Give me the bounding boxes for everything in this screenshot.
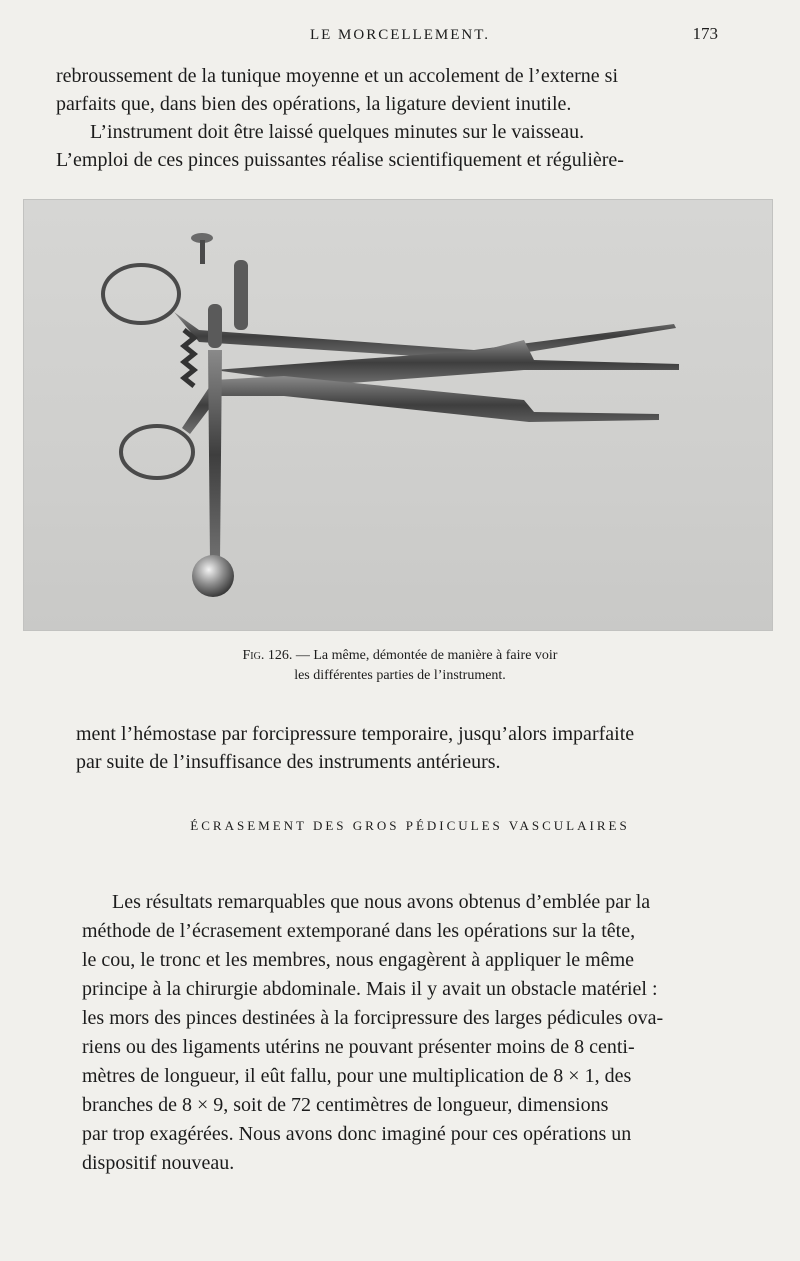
- screw-handle: [192, 304, 234, 597]
- text-line: riens ou des ligaments utérins ne pouvant présenter moins de 8 centi-: [82, 1036, 635, 1058]
- text-line: par suite de l’insuffisance des instruments antérieurs.: [76, 751, 501, 773]
- figure-label: Fig. 126.: [242, 648, 293, 663]
- text-line: ment l’hémostase par forcipressure temporaire, jusqu’alors imparfaite: [76, 723, 635, 745]
- instrument-photograph: [24, 200, 772, 630]
- text-line: principe à la chirurgie abdominale. Mais il y avait un obstacle matériel :: [82, 978, 658, 1000]
- section-paragraph: [82, 888, 750, 1178]
- text-line: dispositif nouveau.: [82, 1152, 235, 1174]
- text-line: les mors des pinces destinées à la forcipressure des larges pédicules ova-: [82, 1007, 664, 1029]
- caption-line-2: les différentes parties de l’instrument.: [294, 668, 506, 683]
- text-line: le cou, le tronc et les membres, nous engagèrent à appliquer le même: [82, 949, 635, 971]
- running-title: LE MORCELLEMENT.: [309, 27, 491, 43]
- text-line: L’emploi de ces pinces puissantes réalise scientifiquement et régulière-: [56, 149, 624, 171]
- text-line: par trop exagérées. Nous avons donc imaginé pour ces opérations un: [82, 1123, 632, 1145]
- caption-line-1: — La même, démontée de manière à faire voir: [295, 648, 558, 663]
- text-line: mètres de longueur, il eût fallu, pour une multiplication de 8 × 1, des: [82, 1065, 632, 1087]
- page-number: 173: [692, 24, 718, 43]
- text-line: parfaits que, dans bien des opérations, la ligature devient inutile.: [56, 93, 572, 115]
- paragraph-continued: [56, 62, 724, 174]
- figure-caption: [150, 646, 650, 686]
- pin-part: [191, 233, 213, 264]
- section-heading: ÉCRASEMENT DES GROS PÉDICULES VASCULAIRES: [190, 818, 630, 833]
- text-line: L’instrument doit être laissé quelques minutes sur le vaisseau.: [90, 121, 585, 143]
- running-header: [0, 24, 800, 48]
- paragraph-after-figure: [76, 720, 740, 776]
- text-line: branches de 8 × 9, soit de 72 centimètres de longueur, dimensions: [82, 1094, 609, 1116]
- text-line: Les résultats remarquables que nous avons obtenus d’emblée par la: [112, 891, 651, 913]
- lower-branch: [121, 376, 659, 478]
- text-line: méthode de l’écrasement extemporané dans les opérations sur la tête,: [82, 920, 636, 942]
- text-line: rebroussement de la tunique moyenne et un accolement de l’externe si: [56, 65, 619, 87]
- forceps-illustration: [24, 200, 772, 630]
